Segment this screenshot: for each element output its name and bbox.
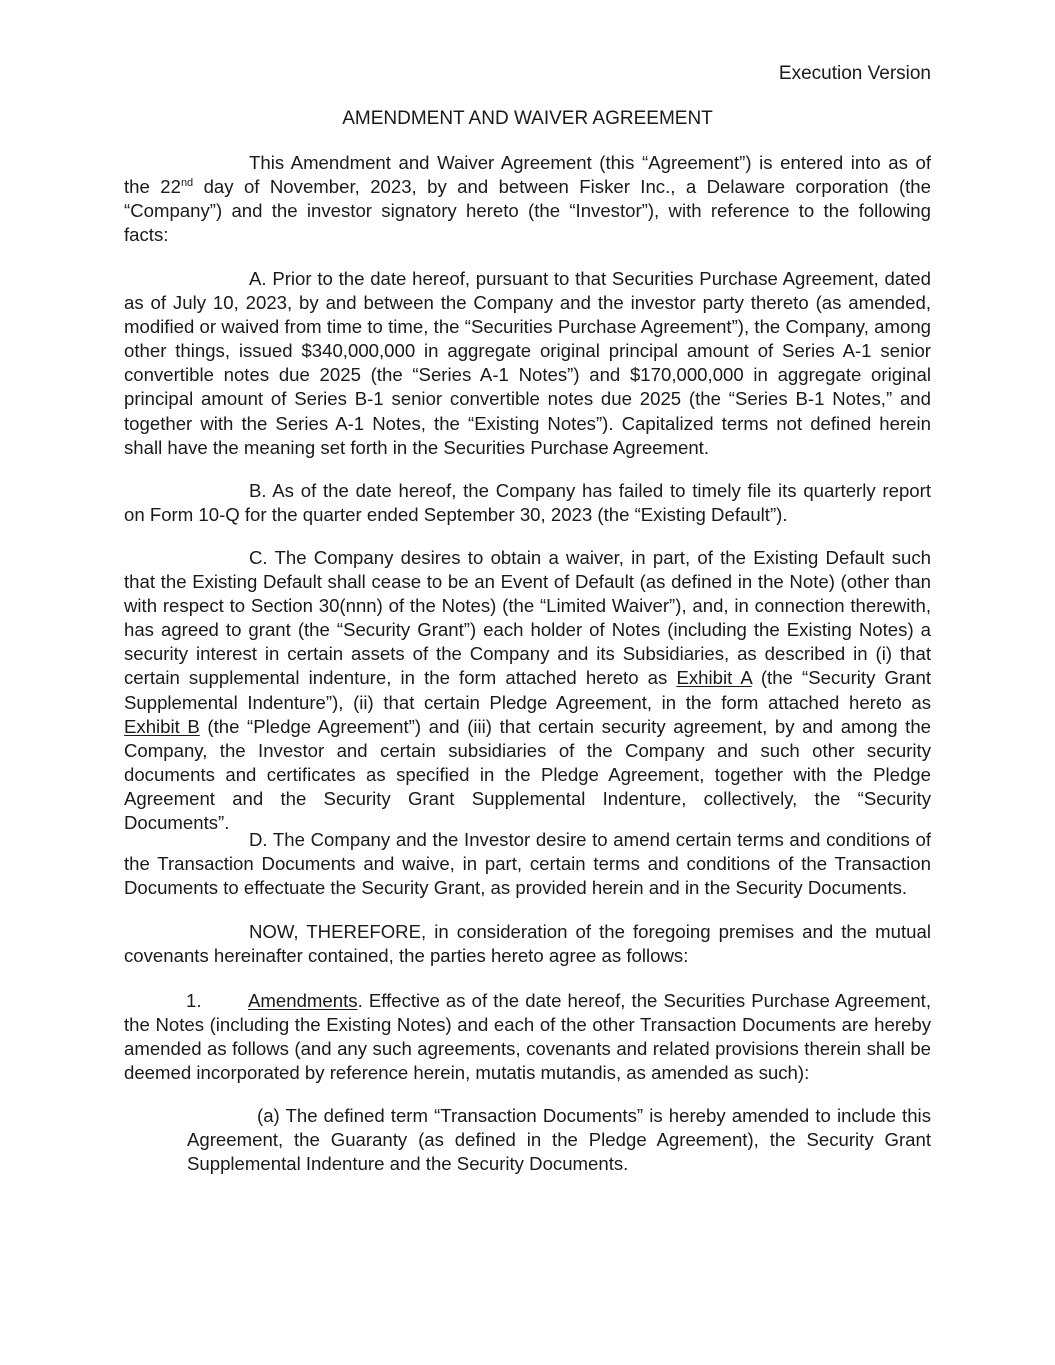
preamble-ordinal-suffix: nd (180, 176, 194, 189)
document-title: AMENDMENT AND WAIVER AGREEMENT (342, 108, 713, 129)
recital-d: D. The Company and the Investor desire to amend certain terms and conditions of the Transaction Documents and waive, in part, certain terms and conditions of the Transaction Documents to effectuate the Security Grant, as provided herein and in the Security Documents. (124, 829, 931, 899)
exhibit-a-reference: Exhibit A (676, 667, 752, 689)
section-1a-paragraph: (a) The defined term “Transaction Documents” is hereby amended to include this Agreement, the Guaranty (as defined in the Pledge Agreement), the Security Grant Supplemental Indenture and the Security Documents. (187, 1105, 931, 1175)
preamble-paragraph (124, 151, 931, 247)
exhibit-b-reference: Exhibit B (124, 715, 200, 737)
recital-c-text-1: C. The Company desires to obtain a waiver, in part, of the Existing Default such that the Existing Default shall cease to be an Event of Default (as defined in the Note) (other than with respect to Section 30(nnn) of the Notes) (the “Limited Waiver”), and, in connection therewith, has agreed to grant (the “Security Grant”) each holder of Notes (including the Existing Notes) a security interest in certain assets of the Company and its Subsidiaries, as described in (i) that certain supplemental indenture, in the form attached hereto as (124, 547, 931, 689)
preamble-text-1: This Amendment and Waiver Agreement (this “Agreement”) is entered into as of the 22 (124, 152, 931, 198)
recital-a: A. Prior to the date hereof, pursuant to that Securities Purchase Agreement, dated as of July 10, 2023, by and between the Company and the investor party thereto (as amended, modified or waived from time to time, the “Securities Purchase Agreement”), the Company, among other things, issued $340,000,000 in aggregate original principal amount of Series A-1 senior convertible notes due 2025 (the “Series A-1 Notes”) and $170,000,000 in aggregate original principal amount of Series B-1 senior convertible notes due 2025 (the “Series B-1 Notes,” and together with the Series A-1 Notes, the “Existing Notes”). Capitalized terms not defined herein shall have the meaning set forth in the Securities Purchase Agreement. (124, 268, 931, 458)
section-1-text: . Effective as of the date hereof, the Securities Purchase Agreement, the Notes (including the Existing Notes) and each of the other Transaction Documents are hereby amended as follows (and any such agreements, covenants and related provisions therein shall be deemed incorporated by reference herein, mutatis mutandis, as amended as such): (124, 990, 931, 1084)
recital-b: B. As of the date hereof, the Company has failed to timely file its quarterly report on Form 10-Q for the quarter ended September 30, 2023 (the “Existing Default”). (124, 480, 931, 526)
section-1-amendments (124, 989, 931, 1085)
section-1-number: 1. (186, 990, 202, 1011)
section-1-heading: Amendments (248, 990, 358, 1011)
now-therefore-paragraph: NOW, THEREFORE, in consideration of the foregoing premises and the mutual covenants hereinafter contained, the parties hereto agree as follows: (124, 921, 931, 967)
preamble-text-2: day of November, 2023, by and between Fisker Inc., a Delaware corporation (the “Company”) and the investor signatory hereto (the “Investor”), with reference to the following facts: (124, 176, 931, 246)
recital-c (124, 546, 931, 835)
recital-c-text-2: (the “Security Grant Supplemental Indenture”), (ii) that certain Pledge Agreement, in the form attached hereto as (124, 667, 932, 713)
execution-version-label: Execution Version (778, 63, 931, 84)
recital-c-text-3: (the “Pledge Agreement”) and (iii) that certain security agreement, by and among the Company, the Investor and certain subsidiaries of the Company and such other security documents and certificates as specified in the Pledge Agreement, together with the Pledge Agreement and the Security Grant Supplemental Indenture, collectively, the “Security Documents”. (124, 715, 931, 834)
